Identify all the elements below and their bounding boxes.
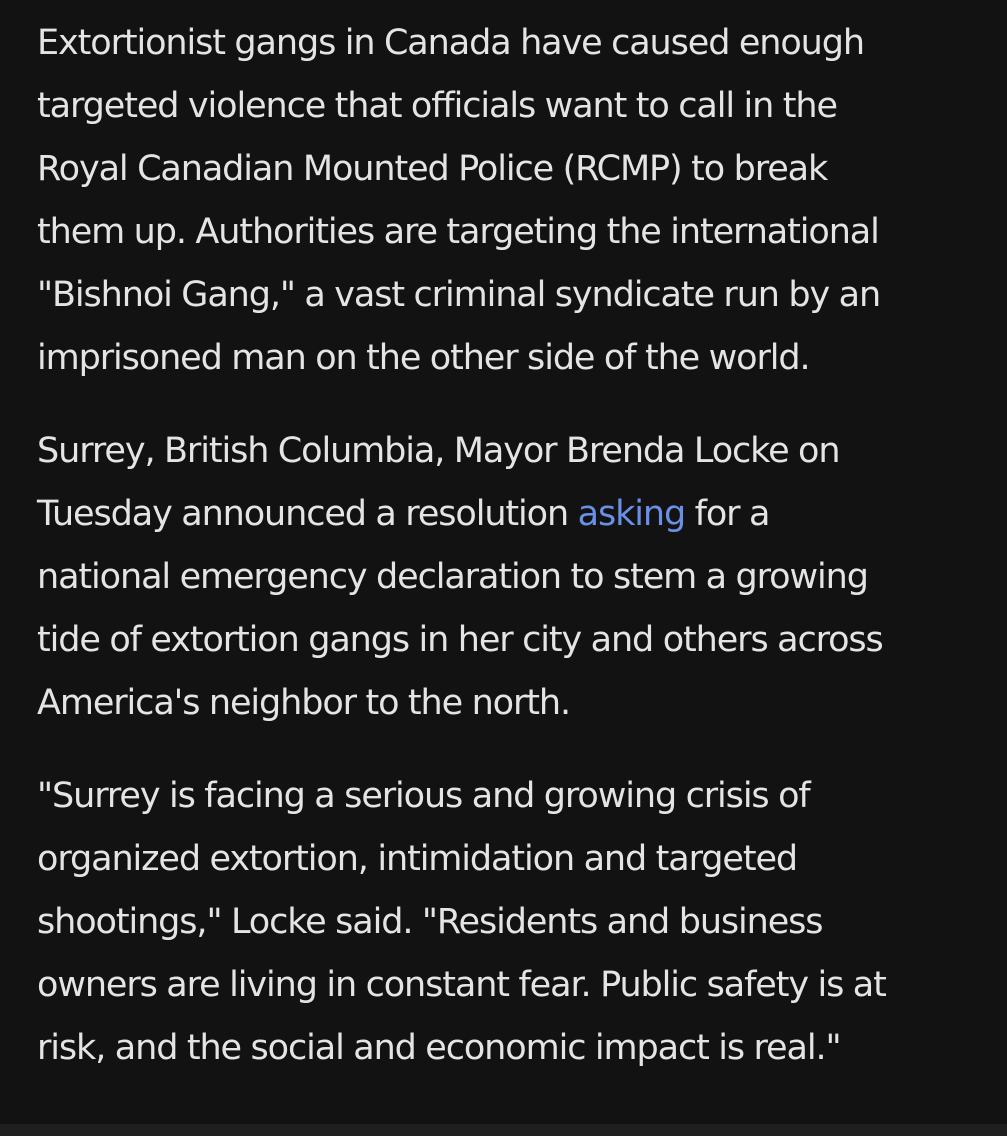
paragraph-line: Surrey, British Columbia, Mayor Brenda Locke on (37, 431, 840, 471)
paragraph-line: tide of extortion gangs in her city and others across (37, 620, 883, 660)
paragraph-line: Royal Canadian Mounted Police (RCMP) to break (37, 149, 828, 189)
paragraph-line: imprisoned man on the other side of the world. (37, 338, 810, 378)
article-body (37, 12, 987, 1110)
paragraph-line: shootings," Locke said. "Residents and business (37, 902, 823, 942)
asking-link[interactable]: asking (577, 494, 686, 534)
paragraph-intro (37, 12, 987, 390)
paragraph-line: organized extortion, intimidation and targeted (37, 839, 798, 879)
paragraph-line: Extortionist gangs in Canada have caused enough (37, 23, 864, 63)
paragraph-quote (37, 765, 987, 1080)
text-after-link: for a (685, 494, 770, 534)
paragraph-line: national emergency declaration to stem a growing (37, 557, 868, 597)
paragraph-surrey (37, 420, 987, 735)
paragraph-line: targeted violence that officials want to call in the (37, 86, 837, 126)
bottom-divider (0, 1124, 1007, 1136)
paragraph-line: them up. Authorities are targeting the international (37, 212, 879, 252)
paragraph-line: risk, and the social and economic impact is real." (37, 1028, 841, 1068)
paragraph-line-with-link (37, 483, 987, 546)
paragraph-line: "Bishnoi Gang," a vast criminal syndicate run by an (37, 275, 881, 315)
paragraph-line: owners are living in constant fear. Public safety is at (37, 965, 886, 1005)
paragraph-line: "Surrey is facing a serious and growing crisis of (37, 776, 810, 816)
paragraph-line: America's neighbor to the north. (37, 683, 570, 723)
text-before-link: Tuesday announced a resolution (37, 494, 578, 534)
